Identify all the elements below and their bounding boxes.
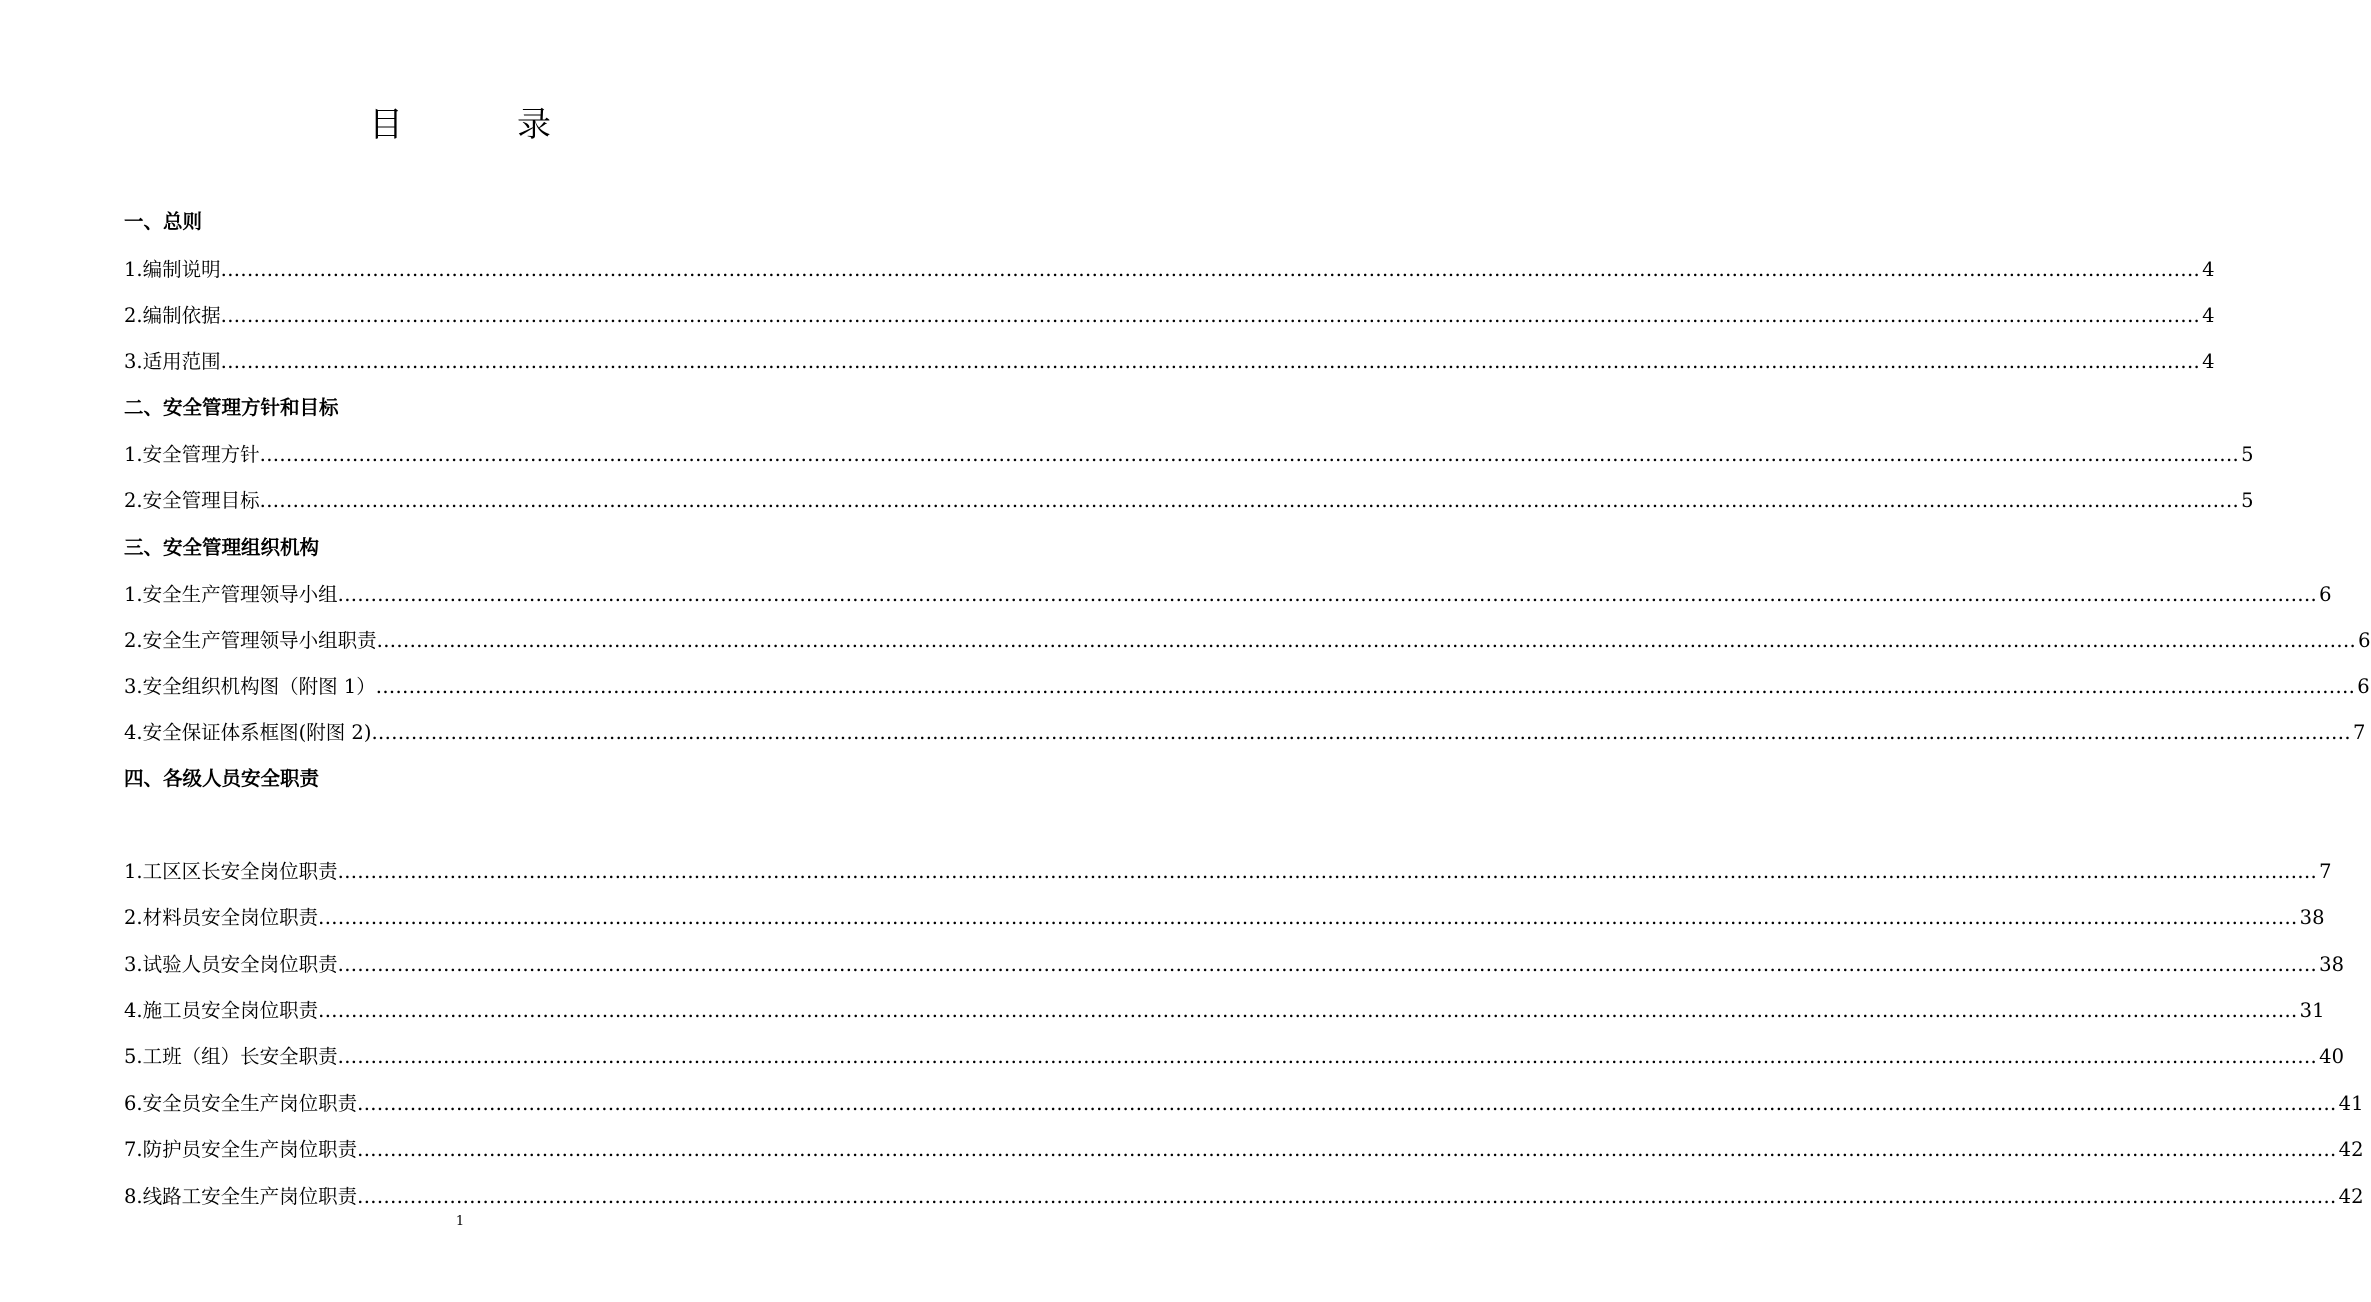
- toc-entry[interactable]: [124, 719, 2366, 747]
- toc-entry[interactable]: [124, 858, 2332, 886]
- toc-entry-page: 41: [2338, 1092, 2364, 1115]
- toc-entry-label: 7.防护员安全生产岗位职责: [124, 1138, 358, 1161]
- toc-entry-label: 2.安全生产管理领导小组职责: [124, 629, 377, 652]
- toc-entry-page: 31: [2299, 999, 2325, 1022]
- toc-entry-page: 38: [2319, 953, 2344, 976]
- leader-dots: ............................................................................................................................................................................................................................................................................................................: [357, 1092, 2337, 1115]
- toc-entry-page: 6: [2357, 675, 2370, 698]
- leader-dots: ............................................................................................................................................................................................................................................................................................................: [357, 1185, 2337, 1208]
- toc-entry-page: 4: [2202, 304, 2215, 327]
- toc-entry[interactable]: [124, 348, 2215, 376]
- leader-dots: ............................................................................................................................................................................................................................................................................................................: [318, 999, 2298, 1022]
- section-heading-organization: 三、安全管理组织机构: [124, 536, 320, 559]
- toc-entry-label: 8.线路工安全生产岗位职责: [124, 1185, 358, 1208]
- toc-entry-label: 6.安全员安全生产岗位职责: [124, 1092, 358, 1115]
- toc-entry-page: 7: [2352, 721, 2366, 744]
- toc-entry[interactable]: [124, 904, 2325, 932]
- leader-dots: ............................................................................................................................................................................................................................................................................................................: [337, 1045, 2318, 1068]
- leader-dots: ............................................................................................................................................................................................................................................................................................................: [220, 304, 2201, 327]
- leader-dots: ............................................................................................................................................................................................................................................................................................................: [376, 629, 2357, 652]
- toc-entry[interactable]: [124, 1090, 2364, 1118]
- section-heading-general: 一、总则: [124, 210, 203, 233]
- toc-entry[interactable]: [124, 1136, 2364, 1164]
- toc-entry-label: 2.安全管理目标: [124, 489, 260, 512]
- toc-entry-label: 4.施工员安全岗位职责: [124, 999, 319, 1022]
- toc-entry-label: 2.编制依据: [124, 304, 221, 327]
- toc-entry[interactable]: [124, 627, 2371, 655]
- toc-entry-page: 38: [2299, 906, 2325, 929]
- toc-entry-page: 5: [2241, 489, 2254, 512]
- leader-dots: ............................................................................................................................................................................................................................................................................................................: [337, 953, 2318, 976]
- toc-entry[interactable]: [124, 997, 2325, 1025]
- toc-entry[interactable]: [124, 1043, 2344, 1071]
- toc-entry-page: 40: [2319, 1045, 2344, 1068]
- toc-title: 目 录: [369, 105, 591, 145]
- leader-dots: ............................................................................................................................................................................................................................................................................................................: [337, 583, 2318, 606]
- toc-entry-label: 2.材料员安全岗位职责: [124, 906, 319, 929]
- page-number: 1: [455, 1214, 465, 1229]
- leader-dots: ............................................................................................................................................................................................................................................................................................................: [259, 489, 2240, 512]
- section-heading-responsibilities: 四、各级人员安全职责: [124, 767, 320, 790]
- toc-entry-page: 6: [2319, 583, 2332, 606]
- section-heading-policy: 二、安全管理方针和目标: [124, 396, 339, 419]
- leader-dots: ............................................................................................................................................................................................................................................................................................................: [318, 906, 2298, 929]
- toc-entry-label: 3.适用范围: [124, 350, 221, 373]
- toc-entry-label: 1.编制说明: [124, 258, 221, 281]
- toc-entry-page: 5: [2241, 443, 2254, 466]
- toc-entry[interactable]: [124, 673, 2370, 701]
- toc-entry[interactable]: [124, 256, 2215, 284]
- toc-entry-page: 4: [2202, 350, 2215, 373]
- toc-entry[interactable]: [124, 1183, 2364, 1211]
- leader-dots: ............................................................................................................................................................................................................................................................................................................: [220, 350, 2201, 373]
- leader-dots: ............................................................................................................................................................................................................................................................................................................: [371, 721, 2351, 744]
- toc-entry[interactable]: [124, 951, 2344, 979]
- toc-entry-page: 7: [2319, 860, 2332, 883]
- toc-entry-label: 3.安全组织机构图（附图 1）: [124, 675, 376, 698]
- toc-entry-page: 42: [2338, 1138, 2364, 1161]
- toc-entry-label: 1.工区区长安全岗位职责: [124, 860, 338, 883]
- toc-entry[interactable]: [124, 441, 2254, 469]
- toc-entry-label: 5.工班（组）长安全职责: [124, 1045, 338, 1068]
- toc-entry[interactable]: [124, 487, 2254, 515]
- leader-dots: ............................................................................................................................................................................................................................................................................................................: [259, 443, 2240, 466]
- toc-entry-page: 4: [2202, 258, 2215, 281]
- toc-entry-page: 42: [2338, 1185, 2364, 1208]
- toc-entry-label: 1.安全管理方针: [124, 443, 260, 466]
- toc-entry[interactable]: [124, 302, 2215, 330]
- leader-dots: ............................................................................................................................................................................................................................................................................................................: [337, 860, 2318, 883]
- toc-entry[interactable]: [124, 581, 2332, 609]
- leader-dots: ............................................................................................................................................................................................................................................................................................................: [375, 675, 2356, 698]
- toc-entry-label: 4.安全保证体系框图(附图 2): [124, 721, 372, 744]
- leader-dots: ............................................................................................................................................................................................................................................................................................................: [357, 1138, 2337, 1161]
- toc-entry-label: 3.试验人员安全岗位职责: [124, 953, 338, 976]
- toc-entry-label: 1.安全生产管理领导小组: [124, 583, 338, 606]
- leader-dots: ............................................................................................................................................................................................................................................................................................................: [220, 258, 2201, 281]
- toc-entry-page: 6: [2358, 629, 2371, 652]
